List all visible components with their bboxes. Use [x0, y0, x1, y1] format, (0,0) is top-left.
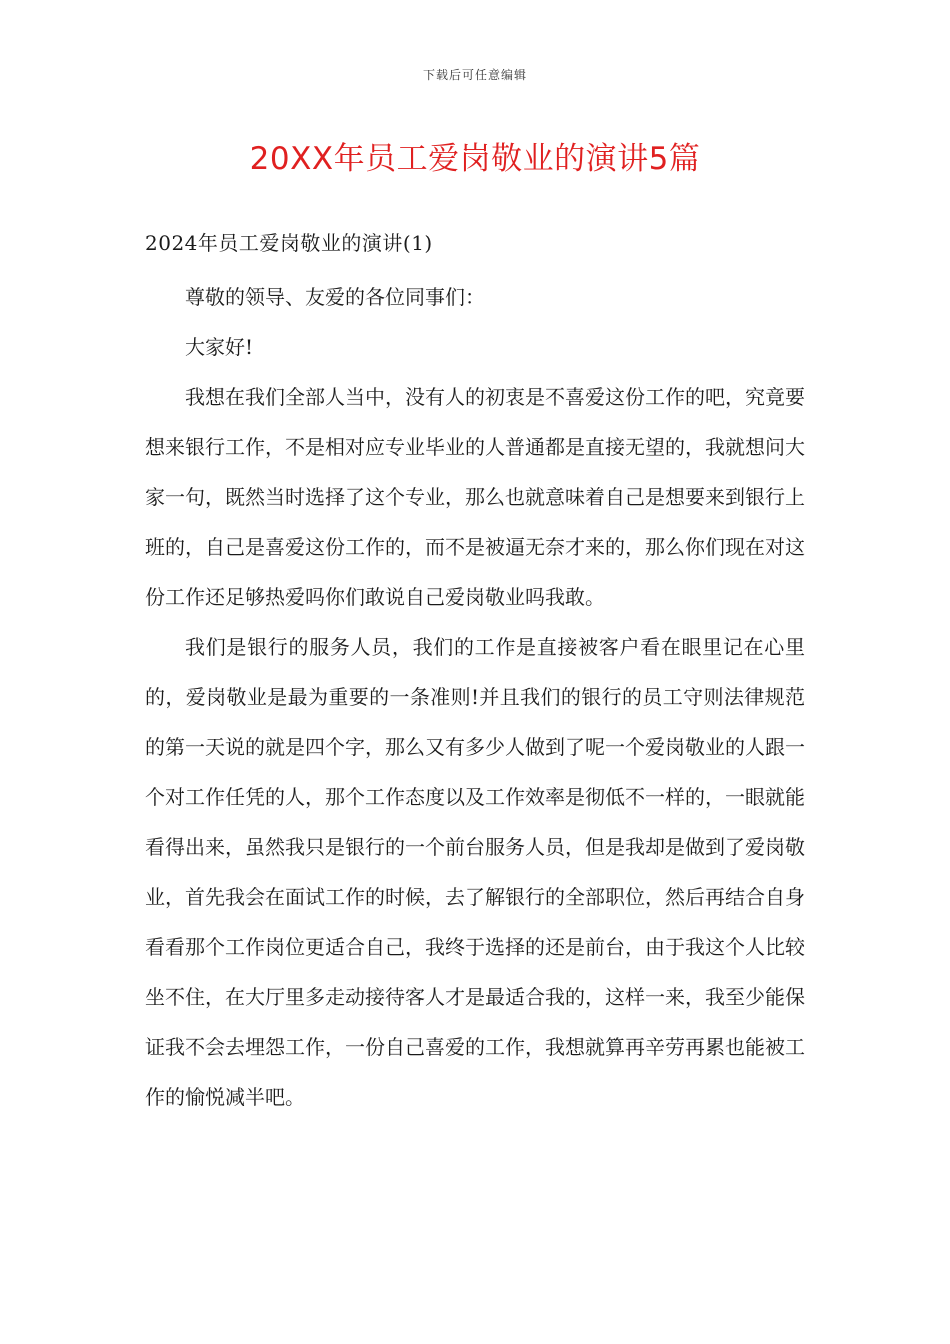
greeting-paragraph: 大家好! — [185, 335, 254, 359]
salutation-paragraph: 尊敬的领导、友爱的各位同事们： — [185, 285, 485, 309]
document-title: 20XX年员工爱岗敬业的演讲5篇 — [249, 141, 701, 177]
document-body — [145, 272, 805, 1122]
header-note: 下载后可任意编辑 — [422, 68, 527, 82]
body-paragraph: 我们是银行的服务人员，我们的工作是直接被客户看在眼里记在心里的，爱岗敬业是最为重要的一条准则!并且我们的银行的员工守则法律规范的第一天说的就是四个字，那么又有多少人做到了呢一个爱岗敬业的人跟一个对工作任凭的人，那个工作态度以及工作效率是彻低不一样的，一眼就能看得出来，虽然我只是银行的一个前台服务人员，但是我却是做到了爱岗敬业，首先我会在面试工作的时候，去了解银行的全部职位，然后再结合自身看看那个工作岗位更适合自己，我终于选择的还是前台，由于我这个人比较坐不住，在大厅里多走动接待客人才是最适合我的，这样一来，我至少能保证我不会去埋怨工作，一份自己喜爱的工作，我想就算再辛劳再累也能被工作的愉悦减半吧。 — [145, 635, 805, 1109]
body-paragraph: 我想在我们全部人当中，没有人的初衷是不喜爱这份工作的吧，究竟要想来银行工作，不是相对应专业毕业的人普通都是直接无望的，我就想问大家一句，既然当时选择了这个专业，那么也就意味着自己是想要来到银行上班的，自己是喜爱这份工作的，而不是被逼无奈才来的，那么你们现在对这份工作还足够热爱吗你们敢说自己爱岗敬业吗我敢。 — [145, 385, 805, 609]
section-title: 2024年员工爱岗敬业的演讲(1) — [145, 231, 433, 255]
